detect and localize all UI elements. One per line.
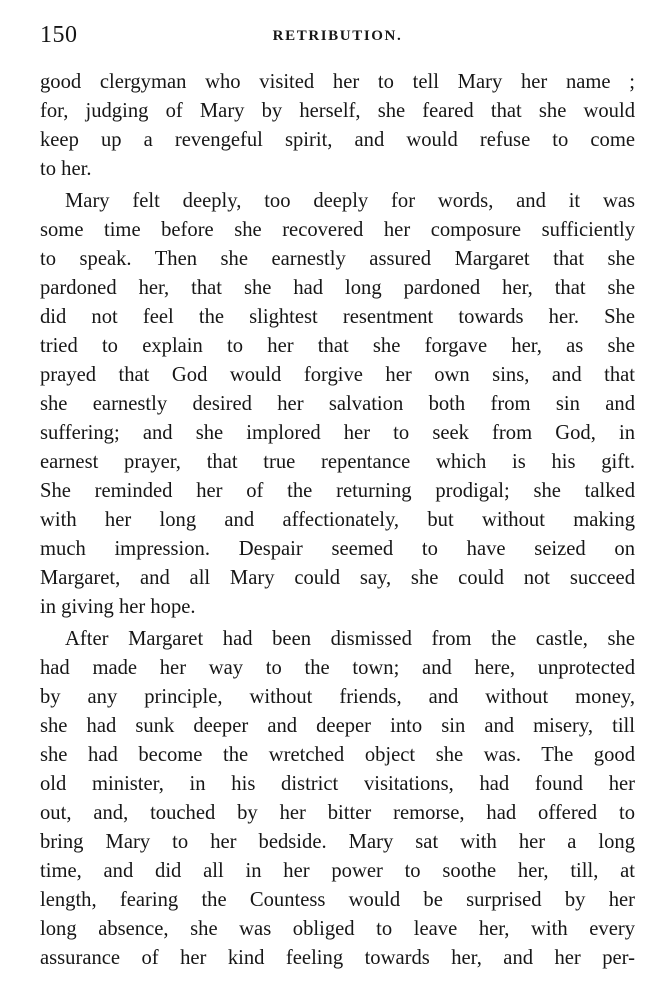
text-line: length, fearing the Countess would be surprised by her: [40, 889, 635, 911]
running-head: RETRIBUTION.: [272, 28, 403, 44]
text-line: pardoned her, that she had long pardoned her, that she: [40, 277, 635, 299]
text-line: time, and did all in her power to soothe her, till, at: [40, 860, 635, 882]
text-line: earnest prayer, that true repentance which is his gift.: [40, 451, 635, 473]
text-line: assurance of her kind feeling towards her, and her per-: [40, 947, 635, 969]
page-number: 150: [40, 22, 78, 48]
text-line: bring Mary to her bedside. Mary sat with her a long: [40, 831, 635, 853]
text-line: After Margaret had been dismissed from the castle, she: [65, 628, 635, 650]
body-text: [40, 68, 635, 973]
text-line: she had sunk deeper and deeper into sin and misery, till: [40, 715, 635, 737]
text-line: suffering; and she implored her to seek from God, in: [40, 422, 635, 444]
text-line: by any principle, without friends, and without money,: [40, 686, 635, 708]
text-line: Mary felt deeply, too deeply for words, and it was: [65, 190, 635, 212]
text-line: she had become the wretched object she was. The good: [40, 744, 635, 766]
paragraph: [40, 68, 635, 184]
text-line: long absence, she was obliged to leave her, with every: [40, 918, 635, 940]
text-line: Margaret, and all Mary could say, she could not succeed: [40, 567, 635, 589]
text-line: to speak. Then she earnestly assured Margaret that she: [40, 248, 635, 270]
text-line: good clergyman who visited her to tell Mary her name ;: [40, 71, 635, 93]
text-line: had made her way to the town; and here, unprotected: [40, 657, 635, 679]
text-line: tried to explain to her that she forgave her, as she: [40, 335, 635, 357]
text-line: did not feel the slightest resentment towards her. She: [40, 306, 635, 328]
text-line: She reminded her of the returning prodigal; she talked: [40, 480, 635, 502]
paragraph: [40, 187, 635, 622]
text-line: she earnestly desired her salvation both from sin and: [40, 393, 635, 415]
text-line: for, judging of Mary by herself, she feared that she would: [40, 100, 635, 122]
text-line: in giving her hope.: [40, 596, 196, 618]
text-line: out, and, touched by her bitter remorse, had offered to: [40, 802, 635, 824]
text-line: prayed that God would forgive her own sins, and that: [40, 364, 635, 386]
text-line: much impression. Despair seemed to have seized on: [40, 538, 635, 560]
text-line: to her.: [40, 158, 92, 180]
text-line: some time before she recovered her composure sufficiently: [40, 219, 635, 241]
text-line: old minister, in his district visitations, had found her: [40, 773, 635, 795]
text-line: with her long and affectionately, but without making: [40, 509, 635, 531]
text-line: keep up a revengeful spirit, and would refuse to come: [40, 129, 635, 151]
page-header: [40, 18, 635, 52]
paragraph: [40, 625, 635, 973]
